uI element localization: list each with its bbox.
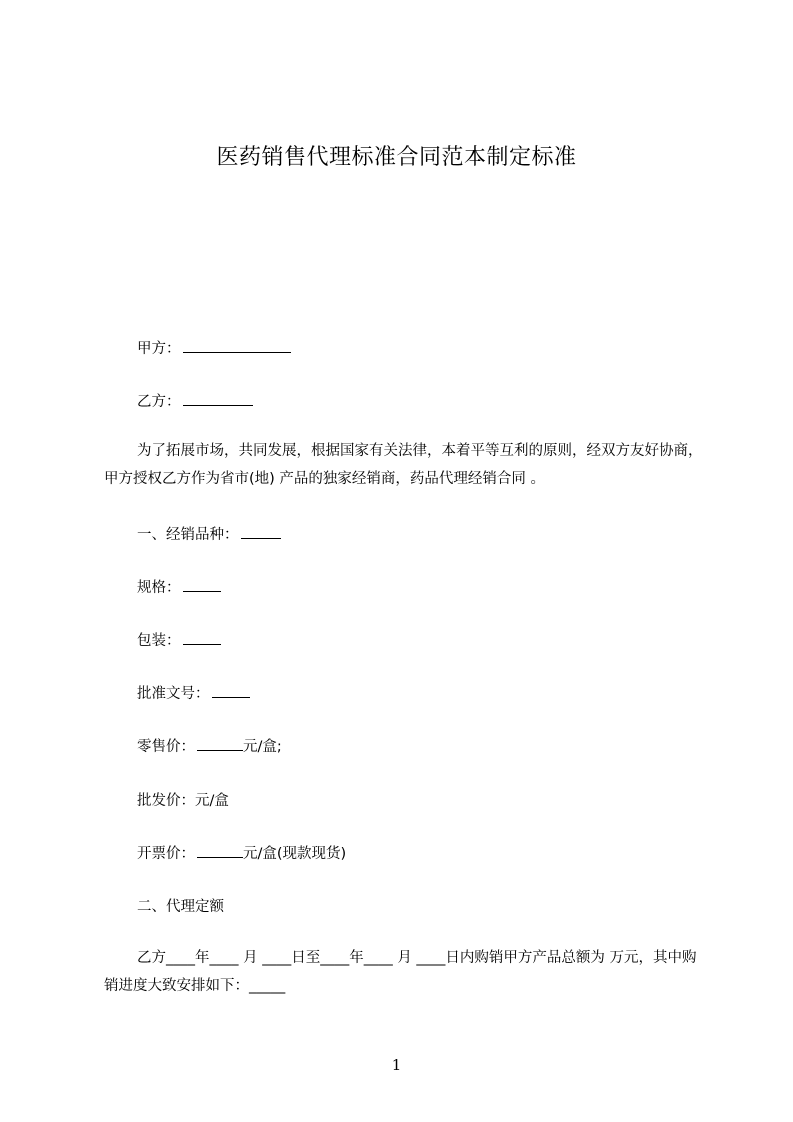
party-a-line	[137, 337, 291, 358]
approval-blank	[212, 683, 250, 698]
spec-line	[137, 576, 221, 597]
party-b-blank	[183, 391, 253, 406]
invoice-blank	[197, 843, 243, 858]
spec-label: 规格：	[137, 580, 181, 596]
spec-blank	[183, 577, 221, 592]
invoice-unit: 元/盒(现款现货)	[243, 846, 347, 862]
invoice-label: 开票价：	[137, 846, 195, 862]
section1-heading: 一、经销品种：	[137, 527, 239, 543]
section2-line	[137, 895, 224, 916]
retail-unit: 元/盒;	[243, 739, 282, 755]
party-a-label: 甲方：	[137, 341, 181, 357]
document-title: 医药销售代理标准合同范本制定标准	[216, 145, 577, 170]
packaging-line	[137, 629, 221, 650]
party-b-line	[137, 390, 253, 411]
party-b-label: 乙方：	[137, 394, 181, 410]
invoice-price-line	[137, 842, 346, 863]
packaging-blank	[183, 630, 221, 645]
approval-label: 批准文号：	[137, 686, 210, 702]
intro-paragraph	[104, 437, 704, 493]
packaging-label: 包装：	[137, 633, 181, 649]
section1-blank	[241, 524, 281, 539]
retail-blank	[197, 736, 243, 751]
party-a-blank	[183, 338, 291, 353]
wholesale-label: 批发价：元/盒	[137, 793, 229, 809]
section2-heading: 二、代理定额	[137, 899, 224, 915]
approval-line	[137, 682, 250, 703]
section1-line	[137, 523, 281, 544]
page-number: 1	[391, 1056, 402, 1074]
retail-label: 零售价：	[137, 739, 195, 755]
intro-text: 为了拓展市场，共同发展，根据国家有关法律，本着平等互利的原则，经双方友好协商，甲方授权乙方作为省市(地) 产品的独家经销商，药品代理经销合同 。	[104, 443, 703, 487]
quota-text: 乙方____年____ 月 ____日至____年____ 月 ____日内购销甲方产品总额为 万元，其中购销进度大致安排如下：_____	[104, 950, 697, 994]
wholesale-price-line	[137, 789, 229, 810]
retail-price-line	[137, 735, 282, 756]
quota-paragraph	[104, 944, 704, 1000]
